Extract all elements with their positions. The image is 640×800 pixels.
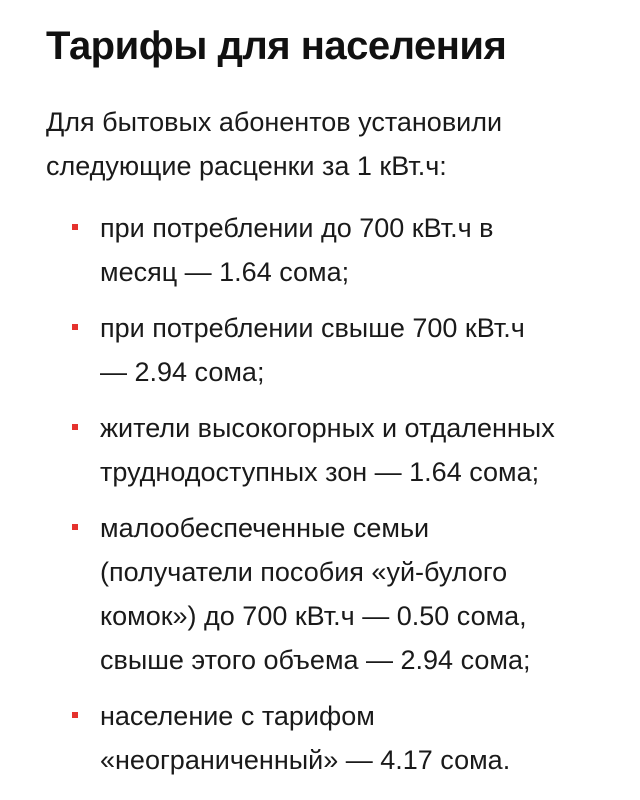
intro-line: следующие расценки за 1 кВт.ч: [46,151,447,181]
bullet-icon [72,324,78,330]
page-title: Тарифы для населения [46,24,507,68]
bullet-icon [72,712,78,718]
tariff-item-over-700 [46,306,610,394]
tariff-item-upto-700 [46,206,610,294]
bullet-icon [72,524,78,530]
tariff-item-line: малообеспеченные семьи [100,513,430,543]
tariff-item-line: месяц — 1.64 сома; [100,257,350,287]
tariff-item-line: «неограниченный» — 4.17 сома. [100,745,511,775]
bullet-icon [72,224,78,230]
tariff-item-line: при потреблении свыше 700 кВт.ч [100,313,525,343]
tariff-item-line: (получатели пособия «уй-булого [100,557,508,587]
tariff-item-highland [46,406,610,494]
tariff-item-unlimited [46,694,610,782]
bullet-icon [72,424,78,430]
tariff-item-line: население с тарифом [100,701,375,731]
tariff-item-low-income [46,506,610,682]
tariff-item-line: при потреблении до 700 кВт.ч в [100,213,494,243]
tariff-item-line: комок») до 700 кВт.ч — 0.50 сома, [100,601,527,631]
tariff-item-line: свыше этого объема — 2.94 сома; [100,645,531,675]
tariff-item-line: жители высокогорных и отдаленных [100,413,555,443]
intro-paragraph [46,100,610,188]
intro-line: Для бытовых абонентов установили [46,107,503,137]
tariff-item-line: — 2.94 сома; [100,357,265,387]
tariff-list [46,206,610,782]
tariff-item-line: труднодоступных зон — 1.64 сома; [100,457,540,487]
